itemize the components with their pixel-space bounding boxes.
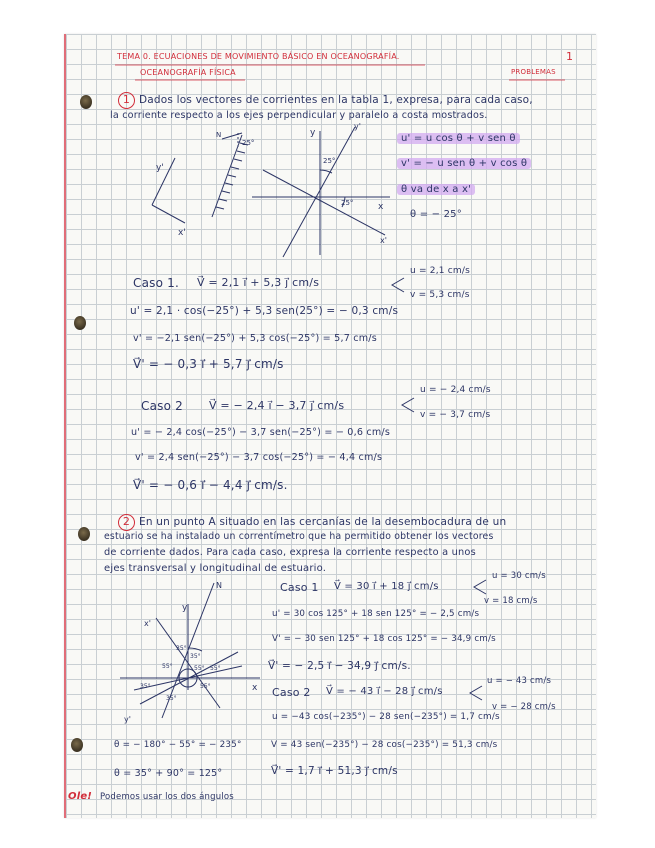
p2-case2-u: u = − 43 cm/s xyxy=(487,676,552,686)
problem1-axes-diagram xyxy=(140,122,400,260)
problem1-number: 1 xyxy=(118,92,135,109)
p1-case1-v-prime: v' = −2,1 sen(−25°) + 5,3 cos(−25°) = 5,7 cm/s xyxy=(133,333,377,344)
p2-theta1: θ = − 180° − 55° = − 235° xyxy=(114,740,242,750)
p1-case1-brace xyxy=(388,276,408,296)
p1-case1-result: V⃗' = − 0,3 i⃗ + 5,7 j⃗ cm/s xyxy=(133,357,284,371)
label-x: x xyxy=(378,202,384,212)
problem2-statement-line3: de corriente dados. Para cada caso, expresa la corriente respecto a unos xyxy=(104,547,476,558)
label-angle-top: 25° xyxy=(323,157,336,165)
p1-case2-u: u = − 2,4 cm/s xyxy=(420,385,491,395)
problem1-statement-line1: 1 Dados los vectores de corrientes en la tabla 1, expresa, para cada caso, xyxy=(118,92,533,109)
label-angle-35c: 35° xyxy=(140,683,151,690)
footnote-mark: Ole! xyxy=(68,791,93,802)
p1-case2-title: Caso 2 xyxy=(141,399,183,413)
label-angle-35b: 35° xyxy=(190,653,201,660)
problem2-statement-line2: estuario se ha instalado un correntímetro que ha permitido obtener los vectores xyxy=(104,531,494,542)
p1-case2-brace xyxy=(398,396,418,416)
label-y-prime: y' xyxy=(354,122,361,131)
x-prime-axis xyxy=(263,170,385,235)
formula-u-prime: u' = u cos θ + v sen θ xyxy=(397,133,520,144)
footnote-text: Podemos usar los dos ángulos xyxy=(100,792,234,802)
p1-case2-v-prime: v' = 2,4 sen(−25°) − 3,7 cos(−25°) = − 4,4 cm/s xyxy=(135,452,383,463)
binder-hole xyxy=(74,316,86,330)
p1-case2-u-prime: u' = − 2,4 cos(−25°) − 3,7 sen(−25°) = − 0,6 cm/s xyxy=(131,427,391,438)
label-x-prime: x' xyxy=(144,619,151,628)
p2-case1-result: V⃗' = − 2,5 i⃗ − 34,9 j⃗ cm/s. xyxy=(268,660,411,672)
header-subject: OCEANOGRAFÍA FÍSICA xyxy=(140,68,236,77)
p2-case1-u-prime: u' = 30 cos 125° + 18 sen 125° = − 2,5 cm/s xyxy=(272,609,480,619)
p1-case1-title: Caso 1. xyxy=(133,276,179,290)
label-y: y xyxy=(310,128,316,138)
label-angle-35a: 35° xyxy=(176,645,187,652)
p1-case1-vector: V⃗ = 2,1 i⃗ + 5,3 j⃗ cm/s xyxy=(197,276,320,289)
p1-case1-u: u = 2,1 cm/s xyxy=(410,266,470,276)
problem1-statement-line2: la corriente respecto a los ejes perpendicular y paralelo a costa mostrados. xyxy=(110,110,488,121)
header-page-number: 1 xyxy=(566,50,574,63)
p2-case2-result: V⃗' = 1,7 i⃗ + 51,3 j⃗ cm/s xyxy=(271,765,398,777)
p2-theta2: θ = 35° + 90° = 125° xyxy=(114,768,223,779)
binder-hole xyxy=(78,527,90,541)
p2-case2-brace xyxy=(466,684,486,704)
p1-case1-v: v = 5,3 cm/s xyxy=(410,290,470,300)
problem2-statement-line1: 2 En un punto A situado en las cercanías de la desembocadura de un xyxy=(118,514,506,531)
label-x: x xyxy=(252,683,258,693)
problem2-number: 2 xyxy=(118,514,135,531)
p2-case2-v-prime: V = 43 sen(−235°) − 28 cos(−235°) = 51,3 cm/s xyxy=(271,740,498,750)
p2-case1-brace xyxy=(470,578,490,598)
problem2-axes-diagram xyxy=(110,578,270,728)
label-north: N xyxy=(216,131,222,139)
header-rule xyxy=(115,63,585,83)
p2-case2-v: v = − 28 cm/s xyxy=(492,702,556,712)
rotated-x-axis xyxy=(152,205,185,223)
p2-case1-title: Caso 1 xyxy=(280,581,319,594)
label-y: y xyxy=(182,603,188,613)
p1-case2-vector: V⃗ = − 2,4 i⃗ − 3,7 j⃗ cm/s xyxy=(209,399,345,412)
p2-case2-u-prime: u = −43 cos(−235°) − 28 sen(−235°) = 1,7 cm/s xyxy=(272,712,500,722)
label-angle-55b: 55° xyxy=(194,665,205,672)
label-angle-55c: 55° xyxy=(210,665,221,672)
label-angle-55d: 55° xyxy=(200,683,211,690)
label-angle-right: 25° xyxy=(341,199,354,207)
p2-case1-v-prime: V' = − 30 sen 125° + 18 cos 125° = − 34,9 cm/s xyxy=(272,634,496,644)
formula-v-prime: v' = − u sen θ + v cos θ xyxy=(397,158,531,169)
binder-hole xyxy=(71,738,83,752)
header-section: PROBLEMAS xyxy=(511,68,556,76)
label-x-prime: x' xyxy=(380,236,387,245)
formula-theta: θ = − 25° xyxy=(410,209,462,220)
p2-case2-title: Caso 2 xyxy=(272,686,311,699)
p1-case2-v: v = − 3,7 cm/s xyxy=(420,410,491,420)
p2-case1-u: u = 30 cm/s xyxy=(492,571,546,581)
problem2-statement-line4: ejes transversal y longitudinal de estuario. xyxy=(104,563,327,574)
binder-hole xyxy=(80,95,92,109)
p2-case1-v: v = 18 cm/s xyxy=(484,596,538,606)
y-prime-axis xyxy=(283,127,355,257)
header-tema: TEMA 0. ECUACIONES DE MOVIMIENTO BÁSICO EN OCEANOGRAFÍA. xyxy=(117,52,400,61)
p2-case1-vector: V⃗ = 30 i⃗ + 18 j⃗ cm/s xyxy=(334,581,439,592)
p1-case1-u-prime: u' = 2,1 · cos(−25°) + 5,3 sen(25°) = − 0,3 cm/s xyxy=(130,305,399,317)
label-angle-55a: 55° xyxy=(162,663,173,670)
label-y-prime-left: y' xyxy=(156,163,164,173)
label-coast-angle: 25° xyxy=(242,139,255,147)
formula-direction: θ va de x a x' xyxy=(397,184,475,195)
p2-case2-vector: V⃗ = − 43 i⃗ − 28 j⃗ cm/s xyxy=(326,686,443,697)
p1-case2-result: V⃗' = − 0,6 i⃗ − 4,4 j⃗ cm/s. xyxy=(133,478,288,492)
label-angle-35d: 35° xyxy=(166,695,177,702)
coastline xyxy=(212,135,242,217)
label-x-prime-left: x' xyxy=(178,228,186,238)
label-y-prime: y' xyxy=(124,715,131,724)
label-north: N xyxy=(216,581,222,590)
